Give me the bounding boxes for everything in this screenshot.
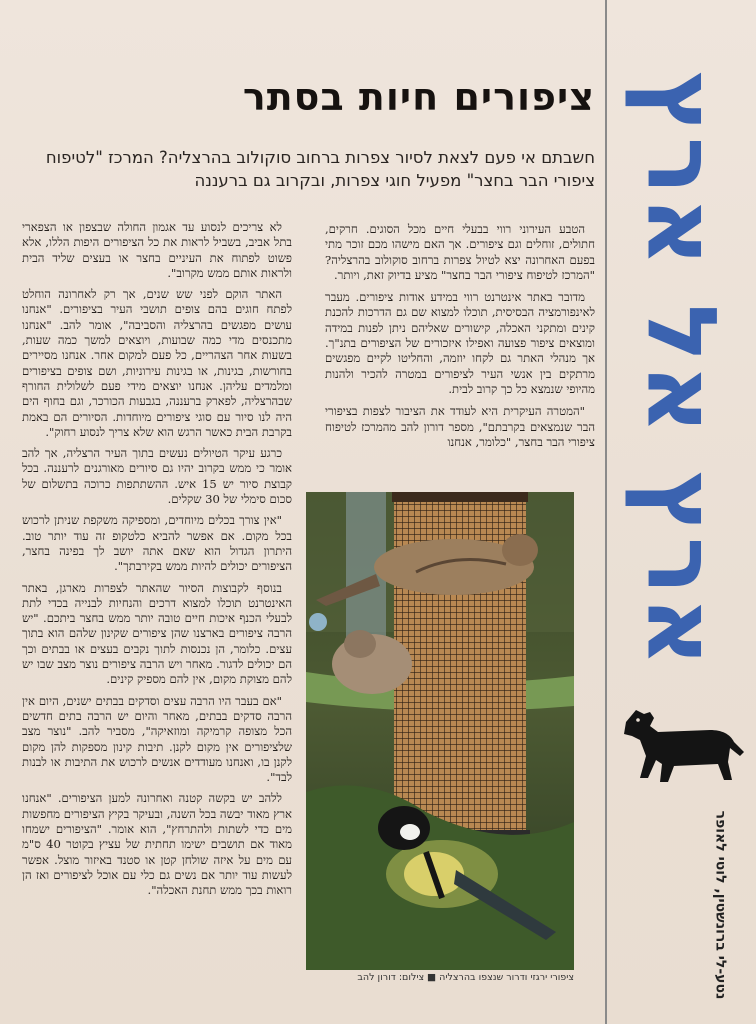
photo-caption: ציפורי ירגזי ודרור שנצפו בהרצליה ■ צילום: דורון להב — [357, 972, 574, 983]
paragraph: ללהב יש בקשה קטנה ואחרונה למען הציפורים. "אנחנו ארץ מאוד יבשה בכל השנה, ובעיקר בקיץ הציפורים מחפשות מים כדי לשתות ולהתרחץ", הוא אומר. "הציפורים ישמחו מאוד אם תושבים ישימו תחתית של עציץ בקוטר 40 ס"מ עם מים על איזה שולחן קטן או סטנד באיזור מוצל. אפשר לעשות עוד יותר אם נשים גם כלי עם אוכל לציפורים ואז הן רואות בכך ממש תחנת האכלה". — [22, 791, 292, 898]
section-title: ארץ אל ארץ — [626, 71, 738, 669]
paragraph: כרגע עיקר הטיולים נעשים בתוך העיר הרצליה, אך להב אומר כי ממש בקרוב יהיו גם סיורים מאורגנים לרעננה. בכל קבוצת סיור יש 15 איש. ההשתתפות כרוכה בתשלום של סכום סימלי של 30 שקלים. — [22, 446, 292, 507]
paragraph: "אם בעבר היו הרבה עצים וסדקים בבתים ישנים, היום אין הרבה סדקים בבתים, מאחר והיום יש הרבה בתים חדשים הכל מצופה קרמיקה ומוזאיקה", מסביר להב. "נוצר מצב שלציפורים אין מקום לקנן. תיבות קינון מספקות להן מקום לקנן בו, ואנחנו מעודדים אנשים לרכוש את התיבות או לבנות לבד". — [22, 693, 292, 785]
section-banner — [612, 30, 752, 710]
bird-feeder-photo — [306, 492, 574, 970]
paragraph: הטבע העירוני רווי בבעלי חיים מכל הסוגים. חרקים, חתולים, זוחלים וגם ציפורים. אך האם מישהו מכם זוכר מתי בפעם האחרונה יצא לטיול צפרות ברחוב סוקולוב בהרצליה? "המרכז לטיפוח ציפורי הבר בחצר" מציע בדיוק זאת, ויותר. — [325, 222, 595, 282]
paragraph: האתר הוקם לפני שש שנים, אך רק לאחרונה הוחלט לפתח חוגים בהם צופים תושבי העיר בציפורים. "אנחנו עושים מפגשים בהרצליה והסביבה", אומר להב. "אנחנו מתכנסים מדי כמה שבועות, ויוצאים למשך כמה שעות, בשעות אחר הצהריים, כל פעם למקום אחר. אנחנו מסיירים בחורשות, בגינות, או בגינות עירוניות, ושם צופים בציפורים ומלמדים עליהן. אנחנו יוצאים מידי פעם לשלולית החורף שבהרצליה, לפארק ברעננה, בגבעות הכורכר, וגם בחוף הים היה לנו סיור עם סוגי ציפורים מיוחדות. הסיורים הם באמת בקרבת הבית כאשר הרגש הוא שלא צריך לנסוע רחוק". — [22, 287, 292, 439]
paragraph: "אין צורך בכלים מיוחדים, ומספיקה משקפת שניתן לרכוש בכל מקום. אם אפשר להביא כלטקופ זה עוד יותר טוב. היתרון הגדול הוא שאם אתה יושב לך בפינה בחצר, הציפורים יכולים להיות ממש בקירבתך". — [22, 513, 292, 574]
paragraph: מדובר באתר אינטרנט רווי במידע אודות ציפורים. מעבר לאינפורמציה הבסיסית, תוכלו למצוא שם גם הדרכות להכנת קינים ומתקני האכלה, קישורים שאליהם ניתן לפנות במידה ומוצאים ציפור פצועה ואפילו איזכורים של הציפורים בתנ"ך. אך מנהלי האתר גם לקחו יוזמה, והחליטו לקיים מפגשים מרתקים בין אנשי העיר לציפורים במטרה להכיר ולהנות מהיופי שנמצא כל כך קרוב לבית. — [325, 290, 595, 396]
article-column-right — [325, 222, 595, 457]
dachshund-icon — [618, 700, 748, 790]
lead-paragraph: חשבתם אי פעם לצאת לסיור צפרות ברחוב סוקולוב בהרצליה? המרכז "לטיפוח ציפורי הבר בחצר" מפעיל חוגי צפרות, ובקרוב גם ברעננה — [45, 148, 595, 190]
article-column-left — [22, 220, 292, 904]
headline: ציפורים חיות בסתר — [242, 75, 595, 119]
paragraph: בנוסף לקבוצות הסיור שהאתר לצפרות מארגן, באתר האינטרנט תוכלו למצוא דרכים והנחיות לבנייה בכדי לתת לבעלי הכנף איכות חיים טובה יותר ממש בחצר ביתכם. "יש הרבה ציפורים בארצנו שהן ציפורים שקינון שלהם הוא בתוך עצים. כלומר, הן נכנסות לתוך נקבים בעצים או בבתים וכך הם יכולים לדגור. מאחר ויש הרבה ציפורים נוצר מצב שבו יש להם מצוקת מקום, אין להם מספיק קינים. — [22, 580, 292, 687]
byline: נטע-לי ברונשטין, לוטי לאופר — [712, 810, 729, 1000]
paragraph: לא צריכים לנסוע עד אגמון החולה שבצפון או הצפארי בתל אביב, בשביל לראות את כל הציפורים היפות הללו, אלא פשוט לפתוח את העיניים בחצר או בעצים שליד הבית ולראות אותם ממש מקרוב". — [22, 220, 292, 280]
paragraph: "המטרה העיקרית היא לעודד את הציבור לצפות בציפורי הבר שנמצאים בקרבתם", מספר דורון להב מהמרכז לטיפוח ציפורי הבר בחצר, "כלומר, אנחנו — [325, 404, 595, 449]
vertical-divider — [605, 0, 607, 1024]
